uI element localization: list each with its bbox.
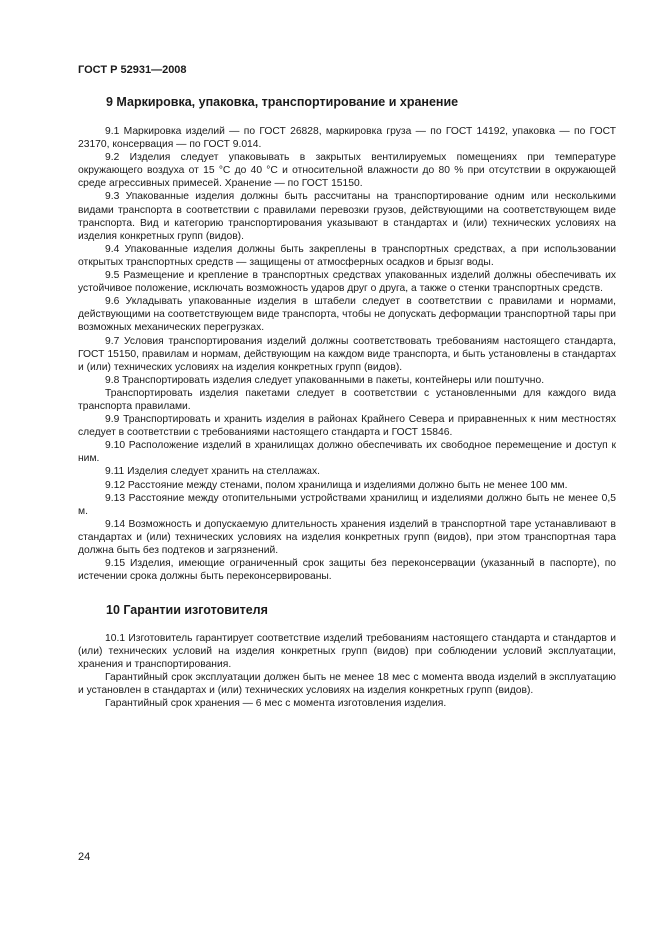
paragraph-9-10: 9.10 Расположение изделий в хранилищах должно обеспечивать их свободное перемещение и доступ к ним. — [78, 440, 616, 465]
paragraph-9-2: 9.2 Изделия следует упаковывать в закрытых вентилируемых помещениях при температуре окружающего воздуха от 15 °С до 40 °С и относительной влажности до 80 % при отсутствии в окружающей среде агрессивных примесей. Хранение — по ГОСТ 15150. — [78, 152, 616, 190]
document-header: ГОСТ Р 52931—2008 — [78, 64, 187, 76]
paragraph-9-9: 9.9 Транспортировать и хранить изделия в районах Крайнего Севера и приравненных к ним местностях следует в соответствии с требованиями настоящего стандарта и ГОСТ 15846. — [78, 414, 616, 439]
section-10-title: 10 Гарантии изготовителя — [106, 603, 268, 617]
paragraph-warranty-operation: Гарантийный срок эксплуатации должен быть не менее 18 мес с момента ввода изделий в эксплуатацию и установлен в стандартах и (или) технических условиях на изделия конкретных групп (видов). — [78, 672, 616, 697]
paragraph-warranty-storage: Гарантийный срок хранения — 6 мес с момента изготовления изделия. — [105, 698, 447, 710]
section-10-body — [78, 632, 616, 711]
paragraph-9-7: 9.7 Условия транспортирования изделий должны соответствовать требованиям настоящего стандарта, ГОСТ 15150, правилам и нормам, действующим на каждом виде транспорта, и быть установлены в стандартах и (или) технических условиях на изделия конкретных групп (видов). — [78, 335, 616, 373]
paragraph-9-5: 9.5 Размещение и крепление в транспортных средствах упакованных изделий должны обеспечивать их устойчивое положение, исключать возможность ударов друг о друга, а также о стенки транспортных средств. — [78, 270, 616, 295]
paragraph-9-8-continued: Транспортировать изделия пакетами следует в соответствии с установленными для каждого вида транспорта правилами. — [78, 387, 616, 412]
paragraph-9-6: 9.6 Укладывать упакованные изделия в штабели следует в соответствии с правилами и нормами, действующими на соответствующем виде транспорта, чтобы не допускать деформации транспортной тары при возможных механических перегрузках. — [78, 296, 616, 334]
paragraph-9-1: 9.1 Маркировка изделий — по ГОСТ 26828, маркировка груза — по ГОСТ 14192, упаковка — по ГОСТ 23170, консервация — по ГОСТ 9.014. — [78, 126, 616, 151]
section-9-body — [78, 125, 616, 583]
section-9-title: 9 Маркировка, упаковка, транспортирование и хранение — [106, 95, 459, 109]
page-number: 24 — [78, 851, 91, 863]
paragraph-9-3: 9.3 Упакованные изделия должны быть рассчитаны на транспортирование одним или несколькими видами транспорта в соответствии с правилами перевозки грузов, действующими на соответствующем виде транспорта. Вид и категорию транспортирования указывают в стандартах и (или) технических условиях на изделия конкретных групп (видов). — [78, 191, 616, 242]
paragraph-9-11: 9.11 Изделия следует хранить на стеллажах. — [105, 466, 321, 478]
paragraph-9-13: 9.13 Расстояние между отопительными устройствами хранилищ и изделиями должно быть не менее 0,5 м. — [78, 492, 616, 517]
paragraph-9-14: 9.14 Возможность и допускаемую длительность хранения изделий в транспортной таре устанавливают в стандартах и (или) технических условиях на изделия конкретных групп (видов), при этом транспортная тара должна быть без подтеков и загрязнений. — [78, 518, 616, 556]
paragraph-9-4: 9.4 Упакованные изделия должны быть закреплены в транспортных средствах, а при использовании открытых транспортных средств — защищены от атмосферных осадков и брызг воды. — [78, 243, 616, 268]
paragraph-9-8: 9.8 Транспортировать изделия следует упакованными в пакеты, контейнеры или поштучно. — [105, 374, 545, 386]
paragraph-10-1: 10.1 Изготовитель гарантирует соответствие изделий требованиям настоящего стандарта и стандартов и (или) технических условий на изделия конкретных групп (видов) при соблюдении условий эксплуатации, хранения и транспортирования. — [78, 633, 616, 671]
paragraph-9-15: 9.15 Изделия, имеющие ограниченный срок защиты без переконсервации (указанный в паспорте), по истечении срока должны быть переконсервированы. — [78, 558, 616, 583]
paragraph-9-12: 9.12 Расстояние между стенами, полом хранилища и изделиями должно быть не менее 100 мм. — [105, 479, 568, 491]
